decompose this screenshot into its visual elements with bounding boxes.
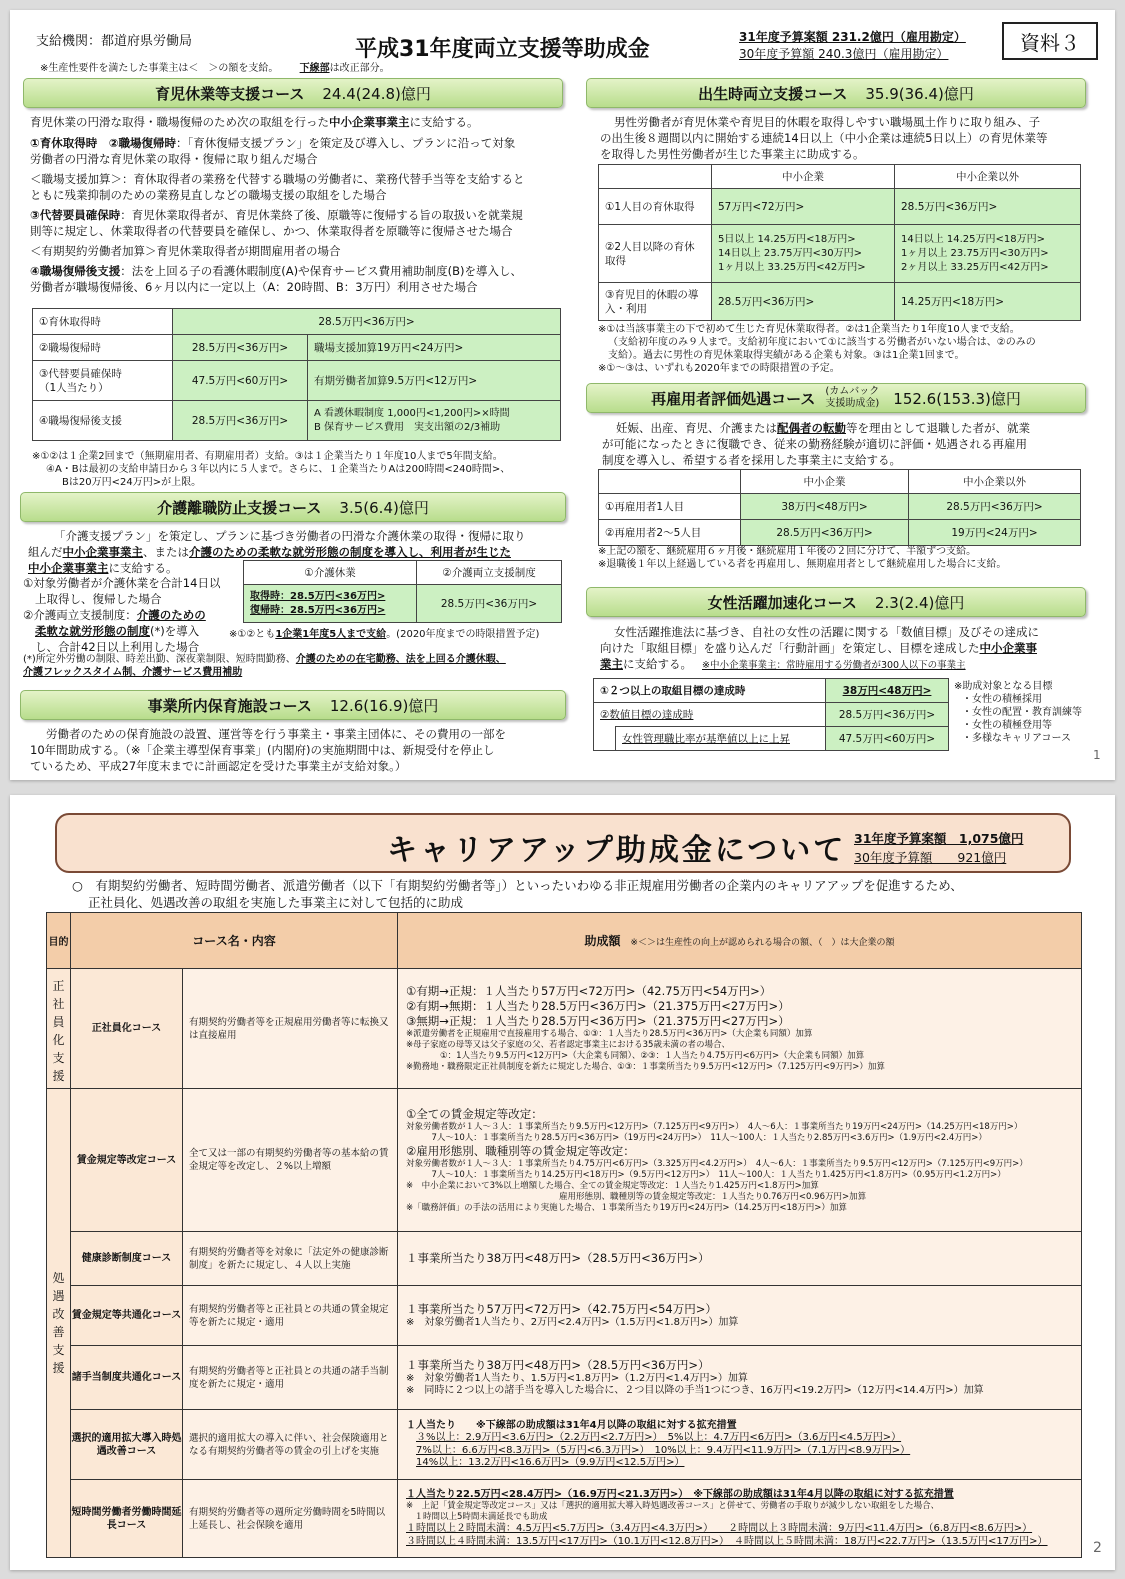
care-leave-table — [243, 560, 562, 623]
target-goals-list — [954, 680, 1114, 745]
table-header-row — [47, 913, 1082, 969]
text: (*)所定外労働の制限、時差出勤、深夜業制限、短時間勤務、 — [23, 654, 296, 665]
purpose-header: 目的 — [47, 913, 71, 969]
table-row — [47, 1410, 1082, 1480]
emphasis: 介護のための在宅勤務、法を上回る介護休暇、 — [295, 654, 506, 665]
text: に支給する。 — [623, 657, 692, 671]
budget-request: 31年度予算案額 231.2億円（雇用勘定） — [739, 30, 966, 44]
text-line: 男性労働者が育児休業や育児目的休暇を取得しやすい職場風土作りに取り組み、子 — [614, 115, 1041, 129]
row-value: 14日以上 14.25万円<18万円> 1ヶ月以上 23.75万円<30万円> 2ヶ月以上 33.25万円<42万円> — [895, 225, 1081, 283]
course-amount: 152.6(153.3)億円 — [893, 389, 1021, 408]
course-name: 短時間労働者労働時間延長コース — [71, 1480, 183, 1558]
childcare-leave-description — [30, 114, 570, 295]
table-row — [47, 1089, 1082, 1232]
subsidy-line: ①：1人当たり9.5万円<12万円>（大企業も同額）、②③：１人当たり4.75万円<6万円>（大企業も同額）加算 — [406, 1051, 865, 1061]
subsidy-line: 7人～10人：１事業所当たり28.5万円<36万円>（19万円<24万円>） 11人～100人：１人当たり2.85万円<3.6万円>（1.9万円<2.4万円>） — [406, 1132, 987, 1143]
list-title: ※助成対象となる目標 — [954, 681, 1053, 692]
subsidy-line: ①全ての賃金規定等改定： — [406, 1106, 543, 1121]
intro-line — [30, 114, 570, 130]
budget-request: 31年度予算案額 1,075億円 — [854, 831, 1024, 846]
course-name: 健康診断制度コース — [71, 1232, 183, 1286]
row-extra: 有期労働者加算9.5万円<12万円> — [308, 361, 561, 401]
emphasis: 配偶者の転勤 — [777, 421, 846, 435]
table-row — [599, 189, 1081, 225]
row-label: ③代替要員確保時 （1人当たり） — [33, 361, 173, 401]
agency-label: 支給機関：都道府県労働局 — [36, 34, 193, 49]
text-line: を取得した男性労働者が生じた事業主に助成する。 — [600, 147, 865, 161]
condition: 上取得し、復帰した場合 — [35, 592, 162, 606]
intro-line: 正社員化、処遇改善の取組を実施した事業主に対して包括的に助成 — [88, 895, 464, 910]
course-amount: 24.4(24.8)億円 — [322, 84, 431, 103]
course-name: 育児休業等支援コース — [155, 84, 305, 103]
table-row — [599, 225, 1081, 283]
subsidy-line: 7人～10人：１事業所当たり14.25万円<18万円>（9.5万円<12万円>） 11人～100人：１人当たり1.425万円<1.8万円>（0.95万円<1.2万円>） — [406, 1169, 1006, 1180]
rehire-notes — [598, 545, 1108, 571]
text-line: 女性活躍推進法に基づき、自社の女性の活躍に関する「数値目標」及びその達成に — [614, 625, 1040, 639]
subsidy-line: ③無期→正規：１人当たり28.5万円<36万円>（21.375万円<27万円>） — [406, 1014, 790, 1028]
course-name: 賃金規定等共通化コース — [71, 1286, 183, 1346]
corner-cell — [599, 470, 741, 494]
text: に支給する。 — [108, 561, 178, 575]
course-description: 全て又は一部の有期契約労働者等の基本給の賃金規定等を改定し、２%以上増額 — [183, 1089, 398, 1232]
subsidy-line: ※勤務地・職務限定正社員制度を新たに規定した場合、①③：１事業所当たり9.5万円<12万円>（7.125万円<9万円>）加算 — [406, 1062, 885, 1072]
emphasis: 柔軟な就労形態の制度 — [35, 624, 150, 638]
table-header-row — [244, 561, 562, 585]
course-name: 出生時両立支援コース — [698, 84, 848, 103]
table-header-row — [599, 165, 1081, 189]
text: ※①②とも — [229, 629, 276, 640]
emphasis: 1企業1年度5人まで支給 — [275, 629, 387, 640]
column-header: 中小企業 — [712, 165, 895, 189]
course-name: 女性活躍加速化コース — [707, 593, 857, 612]
course-name: 選択的適用拡大導入時処遇改善コース — [71, 1410, 183, 1480]
subsidy-line: ②有期→無期：１人当たり28.5万円<36万円>（21.375万円<27万円>） — [406, 999, 790, 1013]
table-row — [594, 703, 949, 727]
subsidy-line: １人当たり ※下線部の助成額は31年4月以降の取組に対する拡充措置 — [406, 1419, 737, 1431]
subsidy-cell — [398, 1089, 1082, 1232]
category-cell — [47, 1089, 71, 1558]
row-value: 28.5万円<36万円> — [741, 520, 909, 546]
subsidy-line: ※母子家庭の母等又は父子家庭の父、若者認定事業主における35歳未満の者の場合、 — [406, 1040, 730, 1050]
subsidy-header-label: 助成額 — [584, 934, 621, 948]
rehire-course-header — [586, 383, 1086, 413]
table-row — [33, 401, 561, 441]
career-up-subsidy-table — [46, 912, 1082, 1558]
page-2 — [10, 795, 1115, 1570]
note: ※①は当該事業主の下で初めて生じた育児休業取得者。②は1企業当たり1年度10人まで支給。 — [598, 324, 1020, 335]
subsidy-line: ※ 対象労働者1人当たり、2万円<2.4万円>（1.5万円<1.8万円>）加算 — [406, 1316, 739, 1328]
note: ※①～③は、いずれも2020年までの時限措置の予定。 — [598, 363, 840, 374]
category-label: 正社員化支援 — [52, 978, 65, 1083]
budget-prior: 30年度予算額 921億円 — [854, 850, 1007, 865]
row-extra: 職場支援加算19万円<24万円> — [308, 335, 561, 361]
row-value: 19万円<24万円> — [909, 520, 1081, 546]
table-row — [33, 361, 561, 401]
daycare-course-header — [20, 690, 566, 720]
text-line: が可能になったときに復職でき、従来の勤務経験が適切に評価・処遇される再雇用 — [602, 437, 1028, 451]
paragraph-1b: 労働者の円滑な育児休業の取得・復帰に取り組んだ場合 — [30, 152, 318, 166]
subsidy-cell — [398, 1410, 1082, 1480]
table-header-row — [599, 470, 1081, 494]
row-label: ②2人目以降の育休取得 — [599, 225, 712, 283]
note-line — [40, 62, 390, 75]
course-subtitle: (カムバック 支援助成金) — [825, 386, 880, 409]
subsidy-line: ３時間以上４時間未満：13.5万円<17万円>（10.1万円<12.8万円>） ４時間以上５時間未満：18万円<22.7万円>（13.5万円<17万円>） — [406, 1535, 1048, 1547]
subsidy-line: ※「職務評価」の手法の活用により実施した場合、１事業所当たり19万円<24万円>（14.25万円<18万円>）加算 — [406, 1202, 847, 1213]
table-row — [47, 1286, 1082, 1346]
table-row — [599, 494, 1081, 520]
course-name: 事業所内保育施設コース — [147, 696, 312, 715]
column-header: 中小企業 — [741, 470, 909, 494]
condition: し、合計42日以上利用した場合 — [35, 640, 200, 654]
table-row — [33, 309, 561, 335]
text-line — [600, 640, 1100, 656]
women-advancement-table — [593, 678, 949, 751]
row-value: 38万円<48万円> — [826, 679, 949, 703]
row-value: 28.5万円<36万円> — [826, 703, 949, 727]
subsidy-line: 対象労働者数が１人～３人：１事業所当たり4.75万円<6万円>（3.325万円<4.2万円>） 4人～6人：１事業所当たり9.5万円<12万円>（7.125万円<9万円>） — [406, 1158, 1028, 1169]
list-item: ・女性の配置・教育訓練等 — [962, 707, 1082, 718]
subsidy-line: ※ 対象労働者1人当たり、1.5万円<1.8万円>（1.2万円<1.4万円>）加算 — [406, 1372, 748, 1384]
course-header: コース名・内容 — [71, 913, 398, 969]
text-line: ているため、平成27年度末までに計画認定を受けた事業主が支給対象。） — [30, 759, 407, 773]
course-amount: 35.9(36.4)億円 — [865, 84, 974, 103]
p5-heading: ④職場復帰後支援 — [30, 264, 121, 278]
subsidy-line: 雇用形態別、職種別等の賃金規定等改定：１人当たり0.76万円<0.96万円>加算 — [406, 1191, 867, 1202]
paragraph-3 — [30, 207, 570, 223]
course-description: 有期契約労働者等を正規雇用労働者等に転換又は直接雇用 — [183, 969, 398, 1089]
course-description: 有期契約労働者等を対象に「法定外の健康診断制度」を新たに規定し、４人以上実施 — [183, 1232, 398, 1286]
return-amount: 復帰時：28.5万円<36万円> — [250, 604, 386, 616]
care-leave-amount — [244, 585, 417, 623]
row-value: 28.5万円<36万円> — [173, 335, 308, 361]
row-label: ①再雇用者1人目 — [599, 494, 741, 520]
note: ※上記の額を、継続雇用６ヶ月後・継続雇用１年後の２回に分けて、半額ずつ支給。 — [598, 546, 977, 557]
category-cell — [47, 969, 71, 1089]
p5-text: ：法を上回る子の看護休暇制度(A)や保育サービス費用補助制度(B)を導入し、 — [120, 264, 522, 278]
footnote: Bは20万円<24万円>が上限。 — [62, 477, 202, 488]
birth-support-notes — [598, 323, 1108, 375]
birth-support-table — [598, 164, 1081, 321]
subsidy-cell — [398, 1232, 1082, 1286]
row-label: 女性管理職比率が基準値以上に上昇 — [616, 727, 826, 751]
table-row — [47, 1346, 1082, 1410]
p3-text: ：育児休業取得者が、育児休業終了後、原職等に復帰する旨の取扱いを就業規 — [120, 208, 523, 222]
course-description: 有期契約労働者等と正社員との共通の賃金規定等を新たに規定・適用 — [183, 1286, 398, 1346]
text: 向けた「取組目標」を盛り込んだ「行動計画」を策定し、目標を達成した — [600, 641, 980, 655]
row-label: ④職場復帰後支援 — [33, 401, 173, 441]
childcare-leave-course-header — [23, 78, 563, 108]
table-row — [47, 1232, 1082, 1286]
text: 。(2020年度までの時限措置予定) — [386, 629, 540, 640]
emphasis: 介護のための — [136, 608, 206, 622]
text: (*)を導入 — [150, 624, 200, 638]
table-row — [594, 727, 949, 751]
subsidy-header — [398, 913, 1082, 969]
text-line — [600, 656, 1100, 674]
subsidy-line: ※派遣労働者を正規雇用で直接雇用する場合、①③：１人当たり28.5万円<36万円>（大企業も同額）加算 — [406, 1029, 813, 1039]
course-name: 賃金規定等改定コース — [71, 1089, 183, 1232]
subsidy-line: ※ 同時に２つ以上の諸手当を導入した場合に、２つ目以降の手当1つにつき、16万円<19.2万円>（12万円<14.4万円>）加算 — [406, 1385, 984, 1396]
subsidy-line: 14%以上：13.2万円<16.6万円>（9.9万円<12.5万円>） — [416, 1457, 685, 1468]
care-asterisk-note — [23, 653, 573, 679]
table-row — [599, 283, 1081, 321]
rehire-table — [598, 469, 1081, 546]
childcare-leave-footnotes — [32, 450, 572, 489]
emphasis: 介護のための柔軟な就労形態の制度を導入し、利用者が生じた — [189, 545, 511, 559]
subsidy-line: １時間以上２時間未満：4.5万円<5.7万円>（3.4万円<4.3万円>） ２時間以上３時間未満：9万円<11.4万円>（6.8万円<8.6万円>） — [406, 1523, 1033, 1535]
indent-cell — [594, 727, 616, 751]
paragraph-1 — [30, 135, 570, 151]
care-note — [229, 628, 539, 641]
paragraph-2: ＜職場支援加算＞：育休取得者の業務を代替する職場の労働者に、業務代替手当等を支給すると — [30, 172, 525, 186]
row-value: 28.5万円<36万円> — [895, 189, 1081, 225]
row-label: ②数値目標の達成時 — [594, 703, 826, 727]
column-header: 中小企業以外 — [895, 165, 1081, 189]
row-extra: A 看護休暇制度 1,000円<1,200円>×時間 B 保育サービス費用 実支出額の2/3補助 — [308, 401, 561, 441]
row-label: ③育児目的休暇の導入・利用 — [599, 283, 712, 321]
course-name: 介護離職防止支援コース — [157, 498, 322, 517]
course-amount: 12.6(16.9)億円 — [329, 696, 439, 715]
women-advancement-description — [600, 624, 1100, 674]
row-value: 28.5万円<36万円> — [909, 494, 1081, 520]
condition — [23, 623, 248, 639]
course-name: 再雇用者評価処遇コース — [651, 389, 816, 408]
birth-support-course-header — [586, 78, 1086, 108]
intro-text: 育児休業の円滑な取得・職場復帰のため次の取組を行った — [30, 115, 329, 129]
note-line-text: ※生産性要件を満たした事業主は＜ ＞の額を支給。 — [40, 63, 279, 74]
text: 組んだ — [28, 545, 63, 559]
row-value: 38万円<48万円> — [741, 494, 909, 520]
subsidy-header-note: ※＜＞は生産性の向上が認められる場合の額、（ ）は大企業の額 — [630, 938, 895, 948]
corner-cell — [599, 165, 712, 189]
text-line — [602, 420, 1097, 436]
subsidy-line: 対象労働者数が１人～３人：１事業所当たり9.5万円<12万円>（7.125万円<9万円>） 4人～6人：１事業所当たり19万円<24万円>（14.25万円<18万円>） — [406, 1121, 1023, 1132]
paragraph-2b: ともに残業抑制のための業務見直しなどの職場支援の取組をした場合 — [30, 188, 387, 202]
page-title: 平成31年度両立支援等助成金 — [355, 37, 650, 62]
emphasis: 中小企業事業主 — [28, 561, 109, 575]
p3-heading: ③代替要員確保時 — [30, 208, 121, 222]
childcare-leave-table — [32, 308, 561, 441]
subsidy-cell — [398, 969, 1082, 1089]
care-leave-conditions — [23, 575, 248, 655]
acquire-amount: 取得時：28.5万円<36万円> — [250, 590, 386, 602]
emphasis: 中小企業事業主 — [62, 545, 143, 559]
category-label: 処遇改善支援 — [52, 1271, 65, 1375]
p1-heading: ①育休取得時 ②職場復帰時 — [30, 136, 176, 150]
care-intro-2 — [28, 544, 573, 560]
page-title: キャリアアップ助成金について — [387, 833, 847, 868]
row-value: 28.5万円<36万円> — [173, 401, 308, 441]
course-description: 有期契約労働者等と正社員との共通の諸手当制度を新たに規定・適用 — [183, 1346, 398, 1410]
course-name: 正社員化コース — [71, 969, 183, 1089]
row-value: 5日以上 14.25万円<18万円> 14日以上 23.75万円<30万円> 1ヶ月以上 33.25万円<42万円> — [712, 225, 895, 283]
note: ※退職後１年以上経過している者を再雇用し、無期雇用者として継続雇用した場合に支給。 — [598, 559, 1007, 570]
intro-tail: に支給する。 — [409, 115, 479, 129]
text-line: 制度を導入し、希望する者を採用した事業主に支給する。 — [602, 453, 901, 467]
subsidy-cell — [398, 1286, 1082, 1346]
footnote: ④A・Bは最初の支給申請日から３年以内に５人まで。さらに、１企業当たりAは200時間<240時間>、 — [46, 464, 511, 475]
subsidy-line: １事業所当たり38万円<48万円>（28.5万円<36万円>） — [406, 1357, 710, 1372]
emphasis: 介護フレックスタイム制、介護サービス費用補助 — [23, 667, 243, 678]
subsidy-line: ※ 上記「賃金規定等改定コース」又は「選択的適用拡大導入時処遇改善コース」と併せて、労働者の手取りが減少しない取組をした場合、 — [406, 1501, 940, 1512]
emphasis: 業主 — [600, 657, 623, 671]
row-value: 28.5万円<36万円> — [712, 283, 895, 321]
paragraph-5 — [30, 263, 570, 279]
condition: ①対象労働者が介護休業を合計14日以 — [23, 576, 221, 590]
page-number: 2 — [1093, 1540, 1102, 1556]
text-line: 労働者のための保育施設の設置、運営等を行う事業主・事業主団体に、その費用の一部を — [46, 727, 506, 741]
table-row — [599, 520, 1081, 546]
subsidy-line: １時間以上5時間未満延長でも助成 — [406, 1512, 548, 1523]
table-row — [33, 335, 561, 361]
text: 等を理由として退職した者が、就業 — [846, 421, 1030, 435]
birth-support-description — [600, 114, 1100, 162]
subsidy-cell — [398, 1480, 1082, 1558]
row-label: ②再雇用者2～5人目 — [599, 520, 741, 546]
note: 支給）。過去に男性の育児休業取得実績がある企業も対象。③は1企業1回まで。 — [608, 350, 965, 361]
women-advancement-course-header — [586, 587, 1086, 617]
footnote: ※①②は１企業2回まで（無期雇用者、有期雇用者）支給。③は１企業当たり１年度10人まで5年間支給。 — [32, 451, 503, 462]
list-item: ・多様なキャリアコース — [962, 733, 1071, 744]
budget-prior: 30年度予算額 240.3億円（雇用勘定） — [739, 47, 949, 61]
subsidy-line: ※ 中小企業において3%以上増額した場合、全ての賃金規定等改定：１人当たり1.425万円<1.8万円>加算 — [406, 1180, 819, 1191]
subsidy-line: ②雇用形態別、職種別等の賃金規定等改定： — [406, 1143, 635, 1158]
paragraph-4: ＜有期契約労働者加算＞育児休業取得者が期間雇用者の場合 — [30, 244, 341, 258]
column-header: 中小企業以外 — [909, 470, 1081, 494]
row-value: 28.5万円<36万円> — [173, 309, 561, 335]
care-support-amount: 28.5万円<36万円> — [417, 585, 562, 623]
document-label: 資料３ — [1002, 22, 1098, 60]
row-label: ①育休取得時 — [33, 309, 173, 335]
subsidy-line: 7%以上：6.6万円<8.3万円>（5万円<6.3万円>） 10%以上：9.4万円<11.9万円>（7.1万円<8.9万円>） — [416, 1444, 911, 1456]
subsidy-line: ①有期→正規：１人当たり57万円<72万円>（42.75万円<54万円>） — [406, 984, 772, 998]
course-name: 諸手当制度共通化コース — [71, 1346, 183, 1410]
text-line: の出生後８週間以内に開始する連続14日以上（中小企業は連続5日以上）の育児休業等 — [600, 131, 1048, 145]
daycare-description — [30, 726, 575, 774]
course-description: 有期契約労働者等の週所定労働時間を5時間以上延長し、社会保険を適用 — [183, 1480, 398, 1558]
row-value: 47.5万円<60万円> — [826, 727, 949, 751]
page-number: 1 — [1093, 748, 1101, 762]
subsidy-line: １事業所当たり57万円<72万円>（42.75万円<54万円>） — [406, 1301, 717, 1316]
table-row — [594, 679, 949, 703]
column-header: ②介護両立支援制度 — [417, 561, 562, 585]
intro-text — [72, 877, 1082, 911]
list-item: ・女性の積極登用等 — [962, 720, 1052, 731]
column-header: ①介護休業 — [244, 561, 417, 585]
page-1 — [10, 10, 1115, 780]
title-banner — [55, 813, 1071, 873]
paragraph-3b: 則等に規定し、休業取得者の代替要員を確保し、かつ、休業取得者を原職等に復帰させた場合 — [30, 224, 513, 238]
course-amount: 2.3(2.4)億円 — [874, 593, 965, 612]
row-value: 14.25万円<18万円> — [895, 283, 1081, 321]
text: ②介護両立支援制度： — [23, 608, 137, 622]
row-label: ①1人目の育休取得 — [599, 189, 712, 225]
row-label: ①２つ以上の取組目標の達成時 — [594, 679, 826, 703]
paragraph-5b: 労働者が職場復帰後、6ヶ月以内に一定以上（A：20時間、B：3万円）利用させた場合 — [30, 280, 478, 294]
table-row — [244, 585, 562, 623]
row-value: 47.5万円<60万円> — [173, 361, 308, 401]
care-leave-course-header — [20, 492, 566, 522]
care-intro: 「介護支援プラン」を策定し、プランに基づき労働者の円滑な介護休業の取得・復帰に取り — [54, 529, 526, 543]
subsidy-cell — [398, 1346, 1082, 1410]
rehire-description — [602, 420, 1097, 468]
note: ※中小企業事業主：常時雇用する労働者が300人以下の事業主 — [702, 660, 966, 671]
p1-text: ：「育休復帰支援プラン」を策定及び導入し、プランに沿って対象 — [175, 136, 516, 150]
text-line: 10年間助成する。（※「企業主導型保育事業」(内閣府)の実施期間中は、新規受付を停止し — [30, 743, 495, 757]
table-row — [47, 1480, 1082, 1558]
intro-line: ○ 有期契約労働者、短時間労働者、派遣労働者（以下「有期契約労働者等」）といったいわゆる非正規雇用労働者の企業内のキャリアアップを促進するため、 — [72, 878, 963, 893]
intro-emphasis: 中小企業事業主 — [329, 115, 410, 129]
subsidy-line: １人当たり22.5万円<28.4万円>（16.9万円<21.3万円>） ※下線部の助成額は31年4月以降の取組に対する拡充措置 — [406, 1488, 954, 1500]
row-label: ②職場復帰時 — [33, 335, 173, 361]
subsidy-line: ３%以上：2.9万円<3.6万円>（2.2万円<2.7万円>） 5%以上：4.7万円<6万円>（3.6万円<4.5万円>） — [416, 1432, 902, 1443]
condition — [23, 607, 248, 623]
emphasis: 中小企業事 — [979, 641, 1037, 655]
text: 妊娠、出産、育児、介護または — [616, 421, 777, 435]
note-underline-term: 下線部 — [299, 63, 330, 74]
note: （支給初年度のみ９人まで。支給初年度において①に該当する労働者がいない場合は、②のみの — [608, 337, 1036, 348]
table-row — [47, 969, 1082, 1089]
row-value: 57万円<72万円> — [712, 189, 895, 225]
list-item: ・女性の積極採用 — [962, 694, 1042, 705]
course-description: 選択的適用拡大の導入に伴い、社会保険適用となる有期契約労働者等の賃金の引上げを実施 — [183, 1410, 398, 1480]
subsidy-line: １事業所当たり38万円<48万円>（28.5万円<36万円>） — [406, 1251, 710, 1265]
note-line-tail: は改正部分。 — [329, 63, 390, 74]
course-amount: 3.5(6.4)億円 — [339, 498, 429, 517]
text: 、または — [143, 545, 189, 559]
